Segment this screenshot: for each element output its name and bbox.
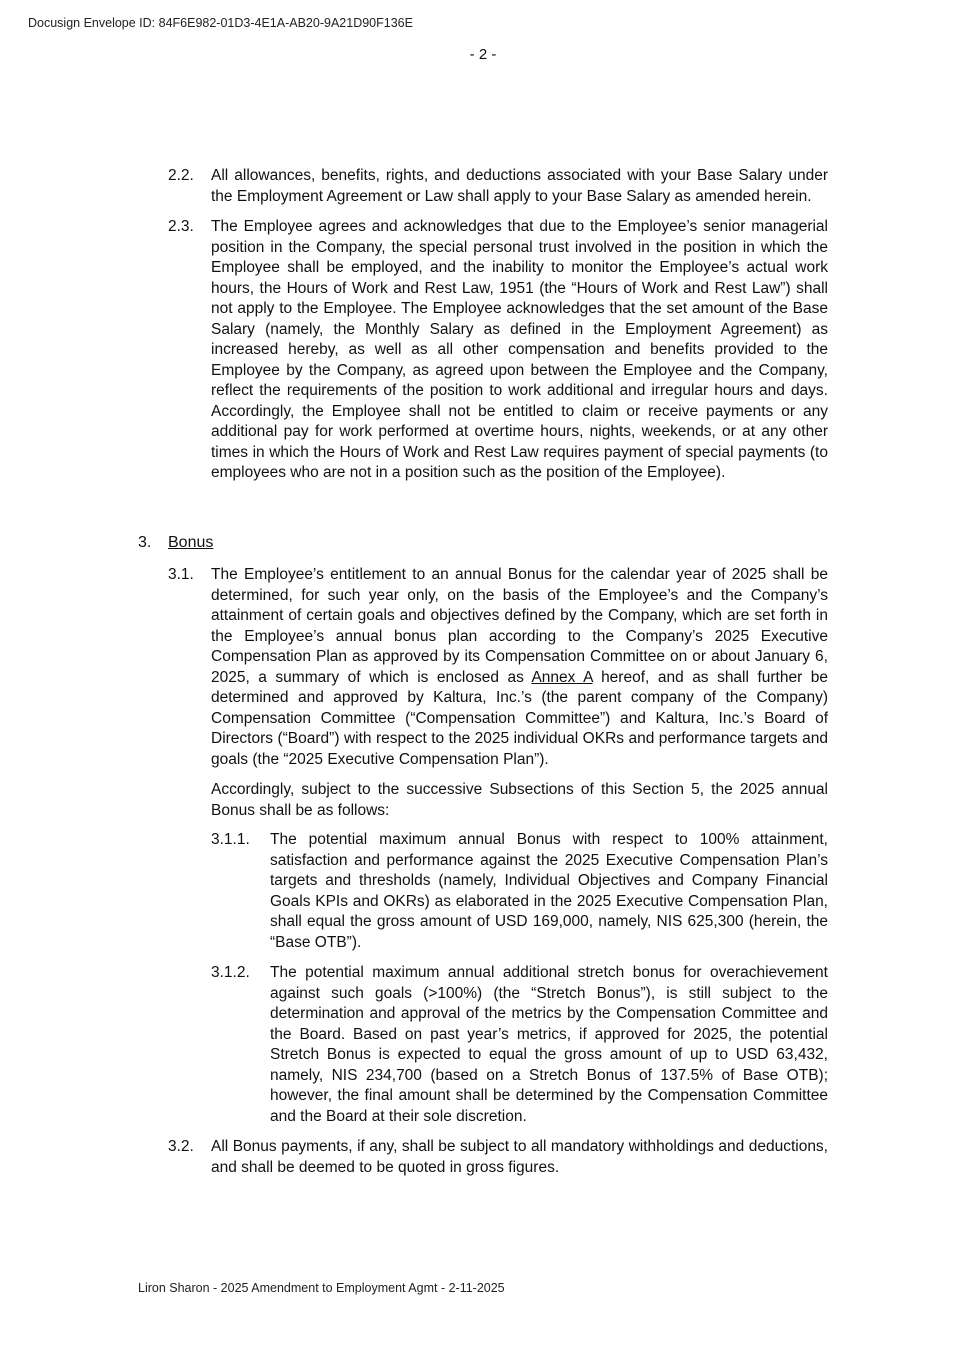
page-footer: Liron Sharon - 2025 Amendment to Employment Agmt - 2-11-2025 [138, 1281, 505, 1295]
clause-2-2 [168, 166, 828, 207]
clause-2-3 [168, 217, 828, 484]
clause-number: 2.2. [168, 167, 194, 184]
clause-3-1-2 [211, 963, 828, 1127]
section-number: 3. [138, 534, 152, 551]
clause-3-2 [168, 1137, 828, 1178]
annex-a-link[interactable]: Annex A [531, 668, 593, 686]
clause-text: All allowances, benefits, rights, and deductions associated with your Base Salary under the Employment Agreement or Law shall apply to your Base Salary as amended herein. [211, 167, 828, 205]
docusign-envelope-id: Docusign Envelope ID: 84F6E982-01D3-4E1A-AB20-9A21D90F136E [28, 16, 413, 30]
page-number: - 2 - [469, 46, 497, 63]
clause-text [211, 565, 828, 770]
clause-text: All Bonus payments, if any, shall be subject to all mandatory withholdings and deductions, and shall be deemed to be quoted in gross figures. [211, 1138, 828, 1176]
clause-number: 2.3. [168, 218, 194, 235]
clause-text: The Employee agrees and acknowledges that due to the Employee’s senior managerial position in the Company, the special personal trust involved in the position in which the Employee shall be employed, and the inability to monitor the Employee’s actual work hours, the Hours of Work and Rest Law, 1951 (the “Hours of Work and Rest Law”) shall not apply to the Employee. The Employee acknowledges that the set amount of the Base Salary (namely, the Monthly Salary as defined in the Employment Agreement) as increased hereby, as well as all other compensation and benefits provided to the Employee by the Company, as agreed upon between the Employee and the Company, reflect the requirements of the position to work additional and irregular hours and days. Accordingly, the Employee shall not be entitled to claim or receive payments or any additional pay for work performed at overtime hours, nights, weekends, or at any other times in which the Hours of Work and Rest Law requires payment of special payments (to employees who are not in a position such as the position of the Employee). [211, 218, 828, 481]
clause-number: 3.1.2. [211, 964, 250, 981]
clause-text: The potential maximum annual additional stretch bonus for overachievement against such goals (>100%) (the “Stretch Bonus”), is still subject to the determination and approval of the metrics by the Compensation Committee and the Board. Based on past year’s metrics, if approved for 2025, the potential Stretch Bonus is expected to equal the gross amount of up to USD 63,432, namely, NIS 234,700 (based on a Stretch Bonus of 137.5% of Base OTB); however, the final amount shall be determined by the Compensation Committee and the Board at their sole discretion. [270, 964, 828, 1125]
clause-text-part-b: hereof, and as shall further be determined and approved by Kaltura, Inc.’s (the parent company of the Company) Compensation Committee (“Compensation Committee”) and Kaltura, Inc.’s Board of Directors (“Board”) with respect to the 2025 individual OKRs and performance targets and goals (the “2025 Executive Compensation Plan”). [211, 668, 828, 768]
clause-paragraph: Accordingly, subject to the successive Subsections of this Section 5, the 2025 annual Bonus shall be as follows: [211, 781, 828, 819]
clause-number: 3.2. [168, 1138, 194, 1155]
clause-3-1-paragraph [168, 780, 828, 821]
clause-number: 3.1.1. [211, 831, 250, 848]
clause-text-part-a: The Employee’s entitlement to an annual Bonus for the calendar year of 2025 shall be determined, for such year only, on the basis of the Employee’s and the Company’s attainment of certain goals and objectives defined by the Company, which are set forth in the Employee’s annual bonus plan according to the Company’s 2025 Executive Compensation Plan as approved by its Compensation Committee on or about January 6, 2025, a summary of which is enclosed as [211, 566, 828, 686]
clause-3-1-1 [211, 830, 828, 953]
section-title: Bonus [168, 534, 214, 551]
section-3-heading [138, 534, 213, 552]
clause-3-1 [168, 565, 828, 770]
clause-text: The potential maximum annual Bonus with respect to 100% attainment, satisfaction and performance against the 2025 Executive Compensation Plan’s targets and thresholds (namely, Individual Objectives and Company Financial Goals KPIs and OKRs) as elaborated in the 2025 Executive Compensation Plan, shall equal the gross amount of USD 169,000, namely, NIS 625,300 (herein, the “Base OTB”). [270, 831, 828, 951]
clause-number: 3.1. [168, 566, 194, 583]
